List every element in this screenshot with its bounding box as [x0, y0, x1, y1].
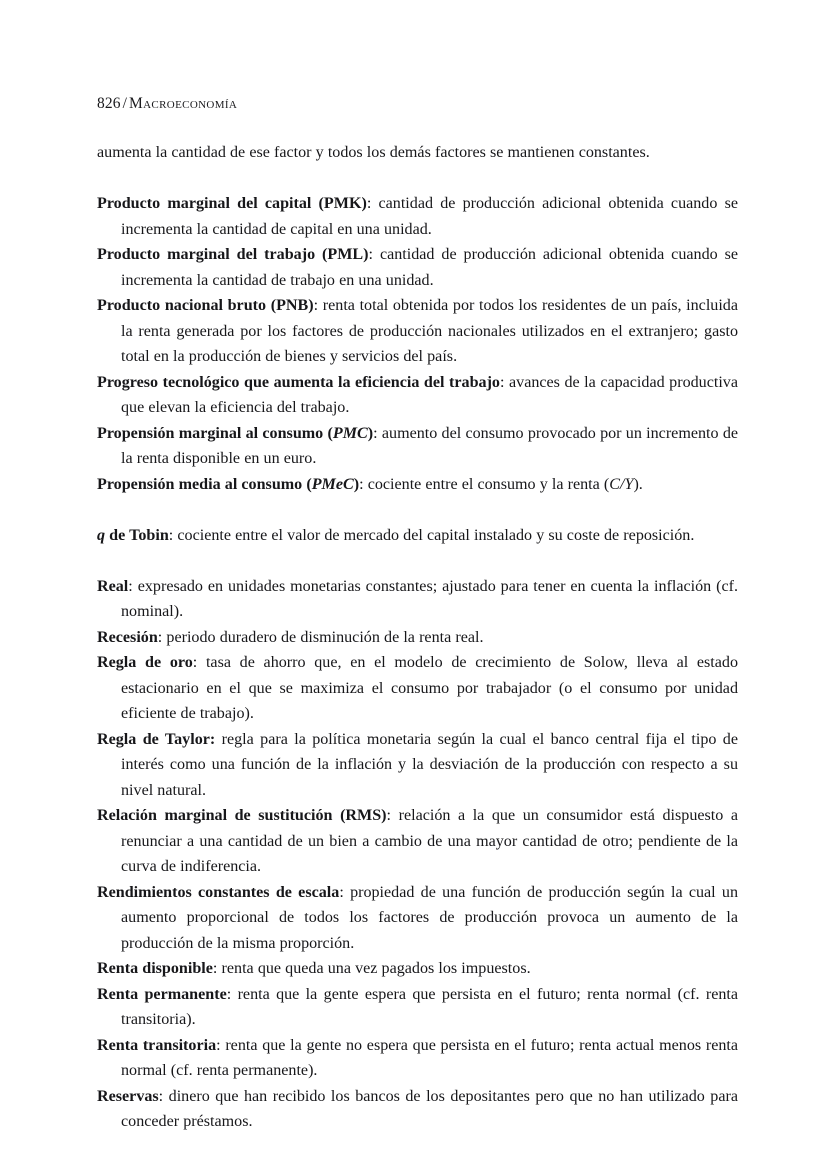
- glossary-entry-real: [97, 574, 738, 625]
- entry-term: Renta permanente: [97, 985, 227, 1003]
- entry-separator: :: [359, 475, 364, 493]
- entry-definition-prefix: cociente entre el consumo y la renta (: [367, 475, 610, 493]
- entry-definition: relación a la que un consumidor está dispuesto a renunciar a una cantidad de un bien a cambio de una mayor cantidad de otro; pendiente de la curva de indiferencia.: [121, 807, 739, 875]
- entry-separator: :: [373, 424, 378, 442]
- entry-separator: :: [339, 883, 344, 901]
- entry-definition: aumento del consumo provocado por un incremento de la renta disponible en un euro.: [121, 424, 739, 467]
- entry-term: de Tobin: [105, 526, 169, 544]
- entry-definition: renta que la gente espera que persista en el futuro; renta normal (cf. renta transitoria).: [121, 985, 738, 1028]
- entry-term-symbol: PMeC: [311, 475, 354, 493]
- entry-definition: renta que la gente no espera que persista en el futuro; renta actual menos renta normal (cf. renta permanente).: [121, 1036, 738, 1079]
- book-title: Macroeconomía: [128, 95, 238, 112]
- glossary-entry-pmc: [97, 421, 738, 472]
- entry-term: Real: [97, 577, 129, 595]
- entry-definition-symbol: C/Y: [609, 475, 634, 493]
- entry-separator: :: [499, 373, 505, 391]
- entry-definition: renta total obtenida por todos los residentes de un país, incluida la renta generada por los factores de producción nacionales utilizados en el extranjero; gasto total en la producción de bienes y servicios del país.: [121, 297, 738, 365]
- entry-definition: cantidad de producción adicional obtenida cuando se incrementa la cantidad de capital en una unidad.: [121, 195, 738, 238]
- entry-term: Regla de oro: [97, 654, 193, 671]
- glossary-entry-renta-disponible: [97, 956, 738, 982]
- glossary-entry-recesion: [97, 625, 738, 651]
- entry-term-suffix: ): [367, 424, 374, 442]
- glossary-entry-pmk: [97, 191, 738, 242]
- entry-separator: :: [157, 628, 163, 646]
- entry-definition: cantidad de producción adicional obtenida cuando se incrementa la cantidad de trabajo en una unidad.: [121, 246, 739, 289]
- glossary-entry-regla-de-taylor: [97, 727, 738, 804]
- page-folio: 826: [97, 95, 121, 112]
- entry-term: Producto marginal del trabajo (PML): [97, 246, 369, 263]
- glossary-group-p: [97, 191, 738, 497]
- entry-separator: :: [158, 1087, 164, 1105]
- entry-definition: cociente entre el valor de mercado del capital instalado y su coste de reposición.: [177, 526, 695, 544]
- entry-term: Reservas: [97, 1087, 159, 1105]
- glossary-entry-rms: [97, 803, 738, 880]
- glossary-entry-progreso-tecnologico: [97, 370, 738, 421]
- glossary-entry-renta-permanente: [97, 982, 738, 1033]
- entry-definition: periodo duradero de disminución de la renta real.: [166, 628, 484, 646]
- entry-definition: propiedad de una función de producción según la cual un aumento proporcional de todos los factores de producción provoca un aumento de la producción de la misma proporción.: [121, 883, 739, 952]
- entry-term: Progreso tecnológico que aumenta la eficiencia del trabajo: [97, 373, 500, 391]
- entry-term: Producto nacional bruto (PNB): [97, 297, 314, 314]
- entry-term: Producto marginal del capital (PMK): [97, 195, 367, 212]
- entry-term-prefix: Propensión marginal al consumo (: [97, 424, 333, 442]
- glossary-entry-continued: [97, 140, 738, 166]
- entry-term-suffix: ): [353, 475, 360, 493]
- entry-definition: renta que queda una vez pagados los impuestos.: [221, 960, 531, 977]
- glossary-entry-regla-de-oro: [97, 650, 738, 727]
- entry-separator: :: [168, 526, 174, 544]
- glossary-entry-pml: [97, 242, 738, 293]
- entry-separator: :: [128, 577, 133, 595]
- glossary-group-continued: [97, 140, 738, 166]
- glossary-entry-renta-transitoria: [97, 1033, 738, 1084]
- entry-separator: :: [386, 807, 392, 824]
- glossary-group-q: [97, 523, 738, 549]
- entry-definition: aumenta la cantidad de ese factor y todos los demás factores se mantienen constantes.: [97, 144, 650, 161]
- entry-separator: :: [226, 985, 232, 1003]
- entry-term-prefix: Propensión media al consumo (: [97, 475, 312, 493]
- entry-definition-suffix: ).: [633, 475, 643, 493]
- entry-term: Relación marginal de sustitución (RMS): [97, 807, 387, 824]
- entry-definition: regla para la política monetaria según la cual el banco central fija el tipo de interés como una función de la inflación y la desviación de la producción con respecto a su nivel natural.: [121, 730, 738, 799]
- entry-term-symbol: PMC: [332, 424, 368, 442]
- glossary-entry-rendimientos-constantes: [97, 880, 738, 957]
- entry-term: Regla de Taylor:: [97, 730, 216, 748]
- entry-definition: tasa de ahorro que, en el modelo de crecimiento de Solow, lleva al estado estacionario en el que se maximiza el consumo por trabajador (o el consumo por unidad eficiente de trabajo).: [121, 654, 738, 722]
- glossary-entry-q-de-tobin: [97, 523, 738, 549]
- entry-term: Recesión: [97, 628, 158, 646]
- entry-separator: :: [366, 195, 372, 212]
- entry-term: Rendimientos constantes de escala: [97, 883, 340, 901]
- glossary-entry-pnb: [97, 293, 738, 370]
- running-head: [97, 95, 237, 113]
- glossary-group-r: [97, 574, 738, 1135]
- entry-separator: :: [212, 960, 218, 977]
- entry-term: Renta transitoria: [97, 1036, 217, 1054]
- entry-definition: expresado en unidades monetarias constantes; ajustado para tener en cuenta la inflación (cf. nominal).: [121, 577, 738, 620]
- entry-term: Renta disponible: [97, 960, 213, 977]
- entry-definition: dinero que han recibido los bancos de los depositantes pero que no han utilizado para conceder préstamos.: [121, 1087, 739, 1130]
- entry-separator: :: [192, 654, 198, 671]
- glossary-column: [97, 140, 738, 1135]
- running-head-separator: /: [122, 95, 127, 112]
- entry-term-symbol: q: [97, 526, 106, 544]
- entry-separator: :: [313, 297, 319, 314]
- entry-definition: avances de la capacidad productiva que elevan la eficiencia del trabajo.: [121, 373, 738, 416]
- glossary-entry-pmec: [97, 472, 738, 498]
- entry-separator: :: [216, 1036, 221, 1054]
- entry-separator: :: [368, 246, 374, 263]
- glossary-entry-reservas: [97, 1084, 738, 1135]
